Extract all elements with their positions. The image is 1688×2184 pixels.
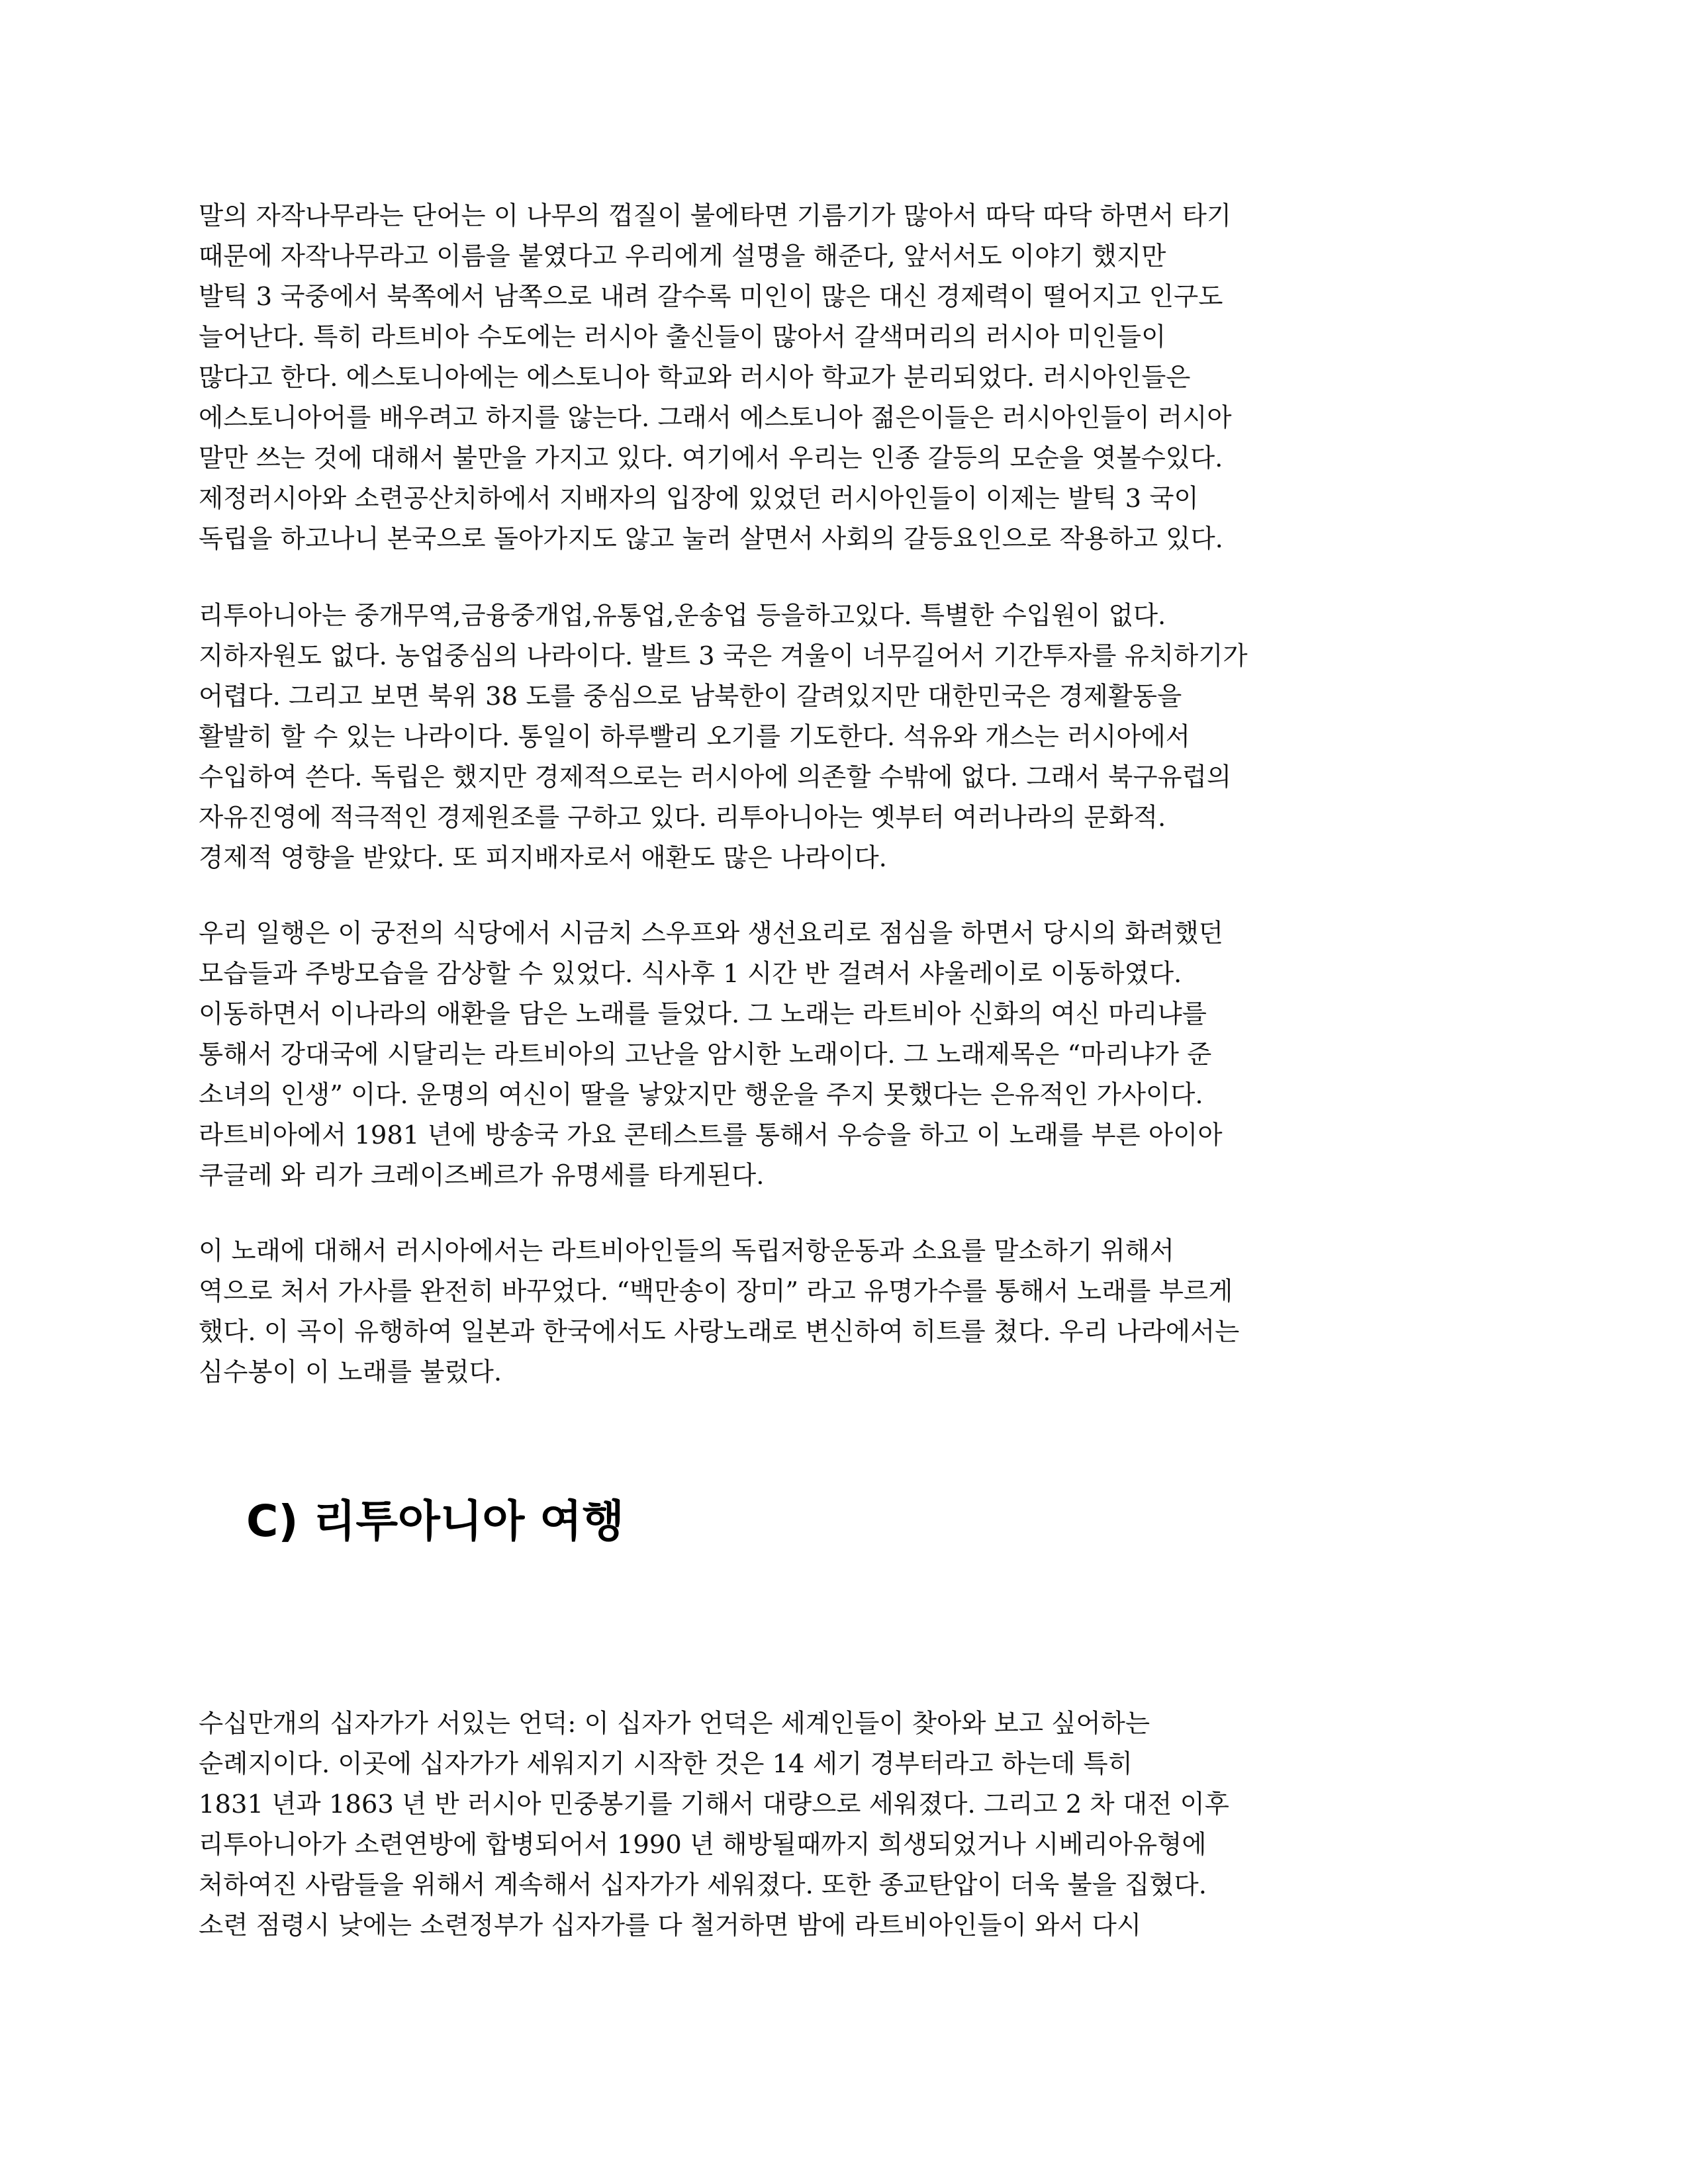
paragraph-hill-of-crosses: 수십만개의 십자가가 서있는 언덕: 이 십자가 언덕은 세계인들이 찾아와 보고 싶어하는 순례지이다. 이곳에 십자가가 세워지기 시작한 것은 14 세기 경부터라고 하는데 특히 1831 년과 1863 년 반 러시아 민중봉기를 기해서 대량으로 세워졌다. 그리고 2 차 대전 이후 리투아니아가 소련연방에 합병되어서 1990 년 해방될때까지 희생되었거나 시베리아유형에 처하여진 사람들을 위해서 계속해서 십자가가 세워졌다. 또한 종교탄압이 더욱 불을 집혔다. 소련 점령시 낮에는 소련정부가 십자가를 다 철거하면 밤에 라트비아인들이 와서 다시	[199, 1709, 1229, 1940]
paragraph-palace-lunch-and-song: 우리 일행은 이 궁전의 식당에서 시금치 스우프와 생선요리로 점심을 하면서 당시의 화려했던 모습들과 주방모습을 감상할 수 있었다. 식사후 1 시간 반 걸려서 샤울레이로 이동하였다. 이동하면서 이나라의 애환을 담은 노래를 들었다. 그 노래는 라트비아 신화의 여신 마리냐를 통해서 강대국에 시달리는 라트비아의 고난을 암시한 노래이다. 그 노래제목은 “마리냐가 준 소녀의 인생” 이다. 운명의 여신이 딸을 낳았지만 행운을 주지 못했다는 은유적인 가사이다. 라트비아에서 1981 년에 방송국 가요 콘테스트를 통해서 우승을 하고 이 노래를 부른 아이아 쿠글레 와 리가 크레이즈베르가 유명세를 타게된다.	[199, 919, 1223, 1191]
section-heading: C) 리투아니아 여행	[246, 1496, 624, 1547]
paragraph-million-roses: 이 노래에 대해서 러시아에서는 라트비아인들의 독립저항운동과 소요를 말소하기 위해서 역으로 처서 가사를 완전히 바꾸었다. “백만송이 장미” 라고 유명가수를 통해서 노래를 부르게 했다. 이 곡이 유행하여 일본과 한국에서도 사랑노래로 변신하여 히트를 쳤다. 우리 나라에서는 심수봉이 이 노래를 불렀다.	[199, 1236, 1240, 1387]
paragraph-birch-and-ethnic-conflict: 말의 자작나무라는 단어는 이 나무의 껍질이 불에타면 기름기가 많아서 따닥 따닥 하면서 타기 때문에 자작나무라고 이름을 붙였다고 우리에게 설명을 해준다, 앞서서도 이야기 했지만 발틱 3 국중에서 북쪽에서 남쪽으로 내려 갈수록 미인이 많은 대신 경제력이 떨어지고 인구도 늘어난다. 특히 라트비아 수도에는 러시아 출신들이 많아서 갈색머리의 러시아 미인들이 많다고 한다. 에스토니아에는 에스토니아 학교와 러시아 학교가 분리되었다. 러시아인들은 에스토니아어를 배우려고 하지를 않는다. 그래서 에스토니아 젊은이들은 러시아인들이 러시아 말만 쓰는 것에 대해서 불만을 가지고 있다. 여기에서 우리는 인종 갈등의 모순을 엿볼수있다. 제정러시아와 소련공산치하에서 지배자의 입장에 있었던 러시아인들이 이제는 발틱 3 국이 독립을 하고나니 본국으로 돌아가지도 않고 눌러 살면서 사회의 갈등요인으로 작용하고 있다.	[199, 201, 1232, 554]
paragraph-lithuania-economy: 리투아니아는 중개무역,금융중개업,유통업,운송업 등을하고있다. 특별한 수입원이 없다. 지하자원도 없다. 농업중심의 나라이다. 발트 3 국은 겨울이 너무길어서 기간투자를 유치하기가 어렵다. 그리고 보면 북위 38 도를 중심으로 남북한이 갈려있지만 대한민국은 경제활동을 활발히 할 수 있는 나라이다. 통일이 하루빨리 오기를 기도한다. 석유와 개스는 러시아에서 수입하여 쓴다. 독립은 했지만 경제적으로는 러시아에 의존할 수밖에 없다. 그래서 북구유럽의 자유진영에 적극적인 경제원조를 구하고 있다. 리투아니아는 옛부터 여러나라의 문화적. 경제적 영향을 받았다. 또 피지배자로서 애환도 많은 나라이다.	[199, 601, 1248, 873]
